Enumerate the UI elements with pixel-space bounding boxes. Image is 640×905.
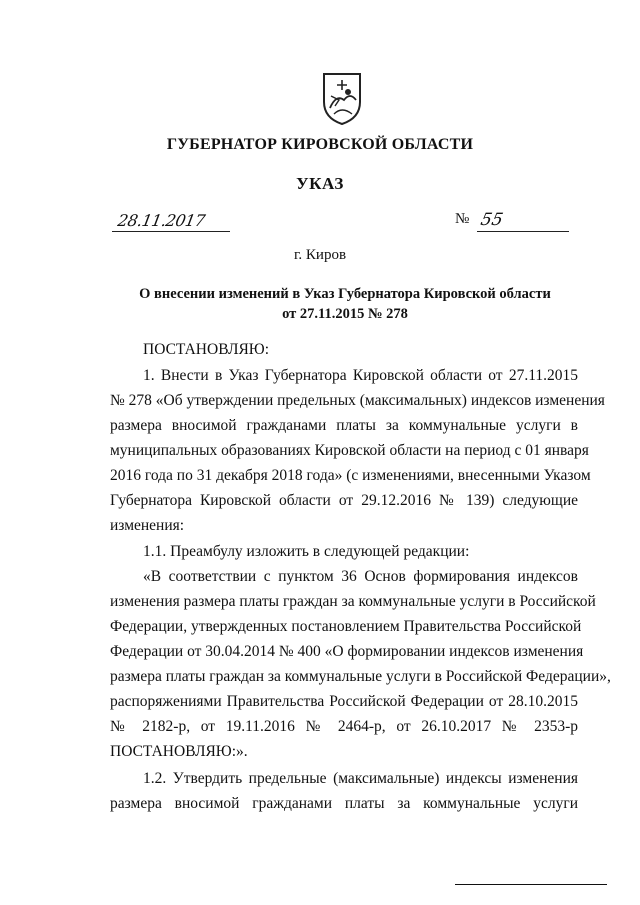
body-line: «В соответствии с пунктом 36 Основ формирования индексов: [143, 568, 578, 585]
body-line: распоряжениями Правительства Российской Федерации от 28.10.2015: [110, 693, 578, 710]
coat-of-arms-icon: [318, 70, 366, 126]
body-line: размера вносимой гражданами платы за коммунальные услуги в: [110, 417, 578, 434]
authority-title: ГУБЕРНАТОР КИРОВСКОЙ ОБЛАСТИ: [166, 136, 474, 153]
body-line: Федерации от 30.04.2014 № 400 «О формировании индексов изменения: [110, 643, 584, 660]
decree-subject: [120, 284, 570, 324]
body-line: изменения размера платы граждан за коммунальные услуги в Российской: [110, 593, 596, 610]
subject-line-1: О внесении изменений в Указ Губернатора Кировской области: [139, 286, 551, 302]
body-line: Губернатора Кировской области от 29.12.2016 № 139) следующие: [110, 492, 578, 509]
body-line: 1. Внести в Указ Губернатора Кировской области от 27.11.2015: [143, 367, 578, 384]
city: г. Киров: [293, 247, 347, 263]
body-line: ПОСТАНОВЛЯЮ:: [143, 341, 270, 358]
body-line: размера вносимой гражданами платы за коммунальные услуги: [110, 795, 578, 812]
body-line: № 278 «Об утверждении предельных (максимальных) индексов изменения: [110, 392, 605, 409]
body-line: изменения:: [110, 517, 185, 534]
number-sign: №: [455, 211, 470, 227]
body-line: ПОСТАНОВЛЯЮ:».: [110, 743, 248, 760]
body-line: Федерации, утвержденных постановлением Правительства Российской: [110, 618, 582, 635]
body-line: 1.1. Преамбулу изложить в следующей редакции:: [143, 543, 470, 560]
decree-number: 55: [478, 210, 505, 230]
body-line: № 2182-р, от 19.11.2016 № 2464-р, от 26.10.2017 № 2353-р: [110, 718, 578, 735]
decree-number-field: [477, 211, 569, 232]
subject-line-2: от 27.11.2015 № 278: [282, 306, 408, 322]
body-line: размера платы граждан за коммунальные услуги в Российской Федерации»,: [110, 668, 611, 685]
body-line: муниципальных образованиях Кировской области на период с 01 января: [110, 442, 589, 459]
document-type: УКАЗ: [296, 174, 344, 193]
footer-rule: [455, 884, 607, 885]
decree-date-field: [112, 211, 230, 232]
decree-date: 28.11.2017: [116, 211, 207, 230]
body-line: 2016 года по 31 декабря 2018 года» (с изменениями, внесенными Указом: [110, 467, 591, 484]
body-line: 1.2. Утвердить предельные (максимальные) индексы изменения: [143, 770, 578, 787]
